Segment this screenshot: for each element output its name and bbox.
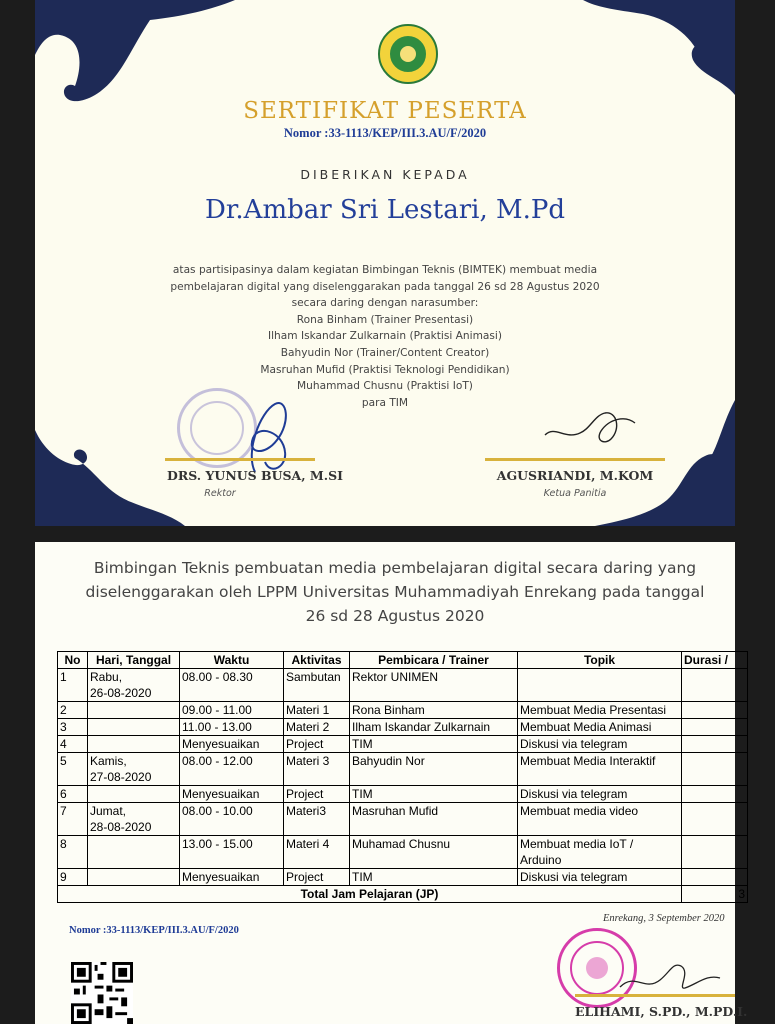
signature-line-left <box>165 458 315 461</box>
column-header: Aktivitas <box>284 652 350 669</box>
signer-right-name: AGUSRIANDI, M.KOM <box>496 468 654 483</box>
table-cell <box>88 719 180 736</box>
given-to-label: DIBERIKAN KEPADA <box>300 167 470 182</box>
table-cell <box>682 836 748 869</box>
place-date: Enrekang, 3 September 2020 <box>603 913 725 924</box>
certificate-number: Nomor :33-1113/KEP/III.3.AU/F/2020 <box>283 126 487 140</box>
table-cell: Rabu, 26-08-2020 <box>88 669 180 702</box>
table-cell: 08.00 - 12.00 <box>180 753 284 786</box>
body-line: atas partisipasinya dalam kegiatan Bimbingan Teknis (BIMTEK) membuat media <box>172 264 598 276</box>
signer-right-role: Ketua Panitia <box>543 488 607 499</box>
table-cell: Muhamad Chusnu <box>350 836 518 869</box>
table-cell: Rona Binham <box>350 702 518 719</box>
table-cell: Membuat Media Animasi <box>518 719 682 736</box>
table-cell <box>88 702 180 719</box>
table-cell <box>682 803 748 836</box>
table-cell <box>88 736 180 753</box>
table-cell: Rektor UNIMEN <box>350 669 518 702</box>
table-cell: Membuat media video <box>518 803 682 836</box>
table-cell: 09.00 - 11.00 <box>180 702 284 719</box>
table-row <box>58 786 748 803</box>
total-value: 3 <box>682 886 748 903</box>
table-cell: Materi 3 <box>284 753 350 786</box>
table-cell: 3 <box>58 719 88 736</box>
table-cell: Materi 2 <box>284 719 350 736</box>
schedule-title-line: 26 sd 28 Agustus 2020 <box>305 607 485 625</box>
table-cell: Materi 1 <box>284 702 350 719</box>
schedule-title-line: Bimbingan Teknis pembuatan media pembelajaran digital secara daring yang <box>93 559 697 577</box>
table-cell <box>88 786 180 803</box>
table-cell <box>682 702 748 719</box>
table-cell: Project <box>284 786 350 803</box>
column-header: Waktu <box>180 652 284 669</box>
table-cell: 1 <box>58 669 88 702</box>
body-line: Muhammad Chusnu (Praktisi IoT) <box>297 380 473 393</box>
certificate-body <box>125 262 645 411</box>
table-cell <box>682 669 748 702</box>
table-row <box>58 669 748 702</box>
table-cell <box>682 753 748 786</box>
table-cell: 4 <box>58 736 88 753</box>
table-cell <box>682 736 748 753</box>
table-cell: Membuat Media Interaktif <box>518 753 682 786</box>
column-header: Pembicara / Trainer <box>350 652 518 669</box>
body-line: para TIM <box>361 396 409 409</box>
schedule-title <box>55 556 735 628</box>
body-line: Bahyudin Nor (Trainer/Content Creator) <box>280 346 490 359</box>
table-cell: Diskusi via telegram <box>518 736 682 753</box>
table-cell: Sambutan <box>284 669 350 702</box>
table-cell: 13.00 - 15.00 <box>180 836 284 869</box>
table-cell: TIM <box>350 869 518 886</box>
signer-left-name: DRS. YUNUS BUSA, M.SI <box>166 468 343 483</box>
table-cell: Membuat Media Presentasi <box>518 702 682 719</box>
signature-line-bottom <box>575 994 735 997</box>
table-cell: Diskusi via telegram <box>518 786 682 803</box>
table-cell: Menyesuaikan <box>180 869 284 886</box>
table-cell: Menyesuaikan <box>180 786 284 803</box>
table-cell <box>682 719 748 736</box>
schedule-page <box>35 542 748 1024</box>
footer-number: Nomor :33-1113/KEP/III.3.AU/F/2020 <box>69 925 239 936</box>
total-row <box>58 886 748 903</box>
column-header: Durasi / <box>682 652 748 669</box>
table-cell: 08.00 - 08.30 <box>180 669 284 702</box>
schedule-table <box>57 651 748 903</box>
table-cell: Project <box>284 736 350 753</box>
table-cell: Project <box>284 869 350 886</box>
table-header-row <box>58 652 748 669</box>
table-row <box>58 836 748 869</box>
column-header: Hari, Tanggal <box>88 652 180 669</box>
table-row <box>58 702 748 719</box>
body-line: Rona Binham (Trainer Presentasi) <box>296 313 474 326</box>
body-line: Ilham Iskandar Zulkarnain (Praktisi Animasi) <box>267 330 502 343</box>
table-cell: 8 <box>58 836 88 869</box>
table-cell: Bahyudin Nor <box>350 753 518 786</box>
table-cell: 6 <box>58 786 88 803</box>
table-cell: 9 <box>58 869 88 886</box>
qr-code <box>69 962 135 1024</box>
table-cell: Masruhan Mufid <box>350 803 518 836</box>
table-cell: 5 <box>58 753 88 786</box>
body-line: Masruhan Mufid (Praktisi Teknologi Pendidikan) <box>260 363 510 376</box>
body-line: secara daring dengan narasumber: <box>291 297 479 310</box>
table-cell <box>88 836 180 869</box>
table-row <box>58 803 748 836</box>
table-row <box>58 736 748 753</box>
table-cell: Jumat, 28-08-2020 <box>88 803 180 836</box>
column-header: Topik <box>518 652 682 669</box>
table-cell: 08.00 - 10.00 <box>180 803 284 836</box>
column-header: No <box>58 652 88 669</box>
certificate-page <box>35 0 735 526</box>
table-row <box>58 869 748 886</box>
table-cell <box>682 869 748 886</box>
table-cell: 2 <box>58 702 88 719</box>
table-cell: 11.00 - 13.00 <box>180 719 284 736</box>
table-cell: TIM <box>350 736 518 753</box>
table-cell: Membuat media IoT / Arduino <box>518 836 682 869</box>
table-row <box>58 753 748 786</box>
table-cell <box>518 669 682 702</box>
corner-swirl-top-right <box>583 0 735 110</box>
table-cell: Menyesuaikan <box>180 736 284 753</box>
university-logo <box>378 24 438 84</box>
table-cell <box>682 786 748 803</box>
table-cell: Materi 4 <box>284 836 350 869</box>
certificate-title: SERTIFIKAT PESERTA <box>243 98 527 124</box>
table-cell: Ilham Iskandar Zulkarnain <box>350 719 518 736</box>
table-cell: 7 <box>58 803 88 836</box>
table-row <box>58 719 748 736</box>
signature-right <box>535 395 645 455</box>
table-cell: Materi3 <box>284 803 350 836</box>
table-cell: Kamis, 27-08-2020 <box>88 753 180 786</box>
signature-line-right <box>485 458 665 461</box>
body-line: pembelajaran digital yang diselenggarakan pada tanggal 26 sd 28 Agustus 2020 <box>170 280 600 293</box>
signer-left-role: Rektor <box>204 488 236 499</box>
table-cell: Diskusi via telegram <box>518 869 682 886</box>
signer-bottom-name: ELIHAMI, S.PD., M.PD.I. <box>575 1004 748 1019</box>
recipient-name: Dr.Ambar Sri Lestari, M.Pd <box>204 195 565 225</box>
table-cell <box>88 869 180 886</box>
table-cell: TIM <box>350 786 518 803</box>
total-label: Total Jam Pelajaran (JP) <box>58 886 682 903</box>
schedule-title-line: diselenggarakan oleh LPPM Universitas Muhammadiyah Enrekang pada tanggal <box>85 583 705 601</box>
